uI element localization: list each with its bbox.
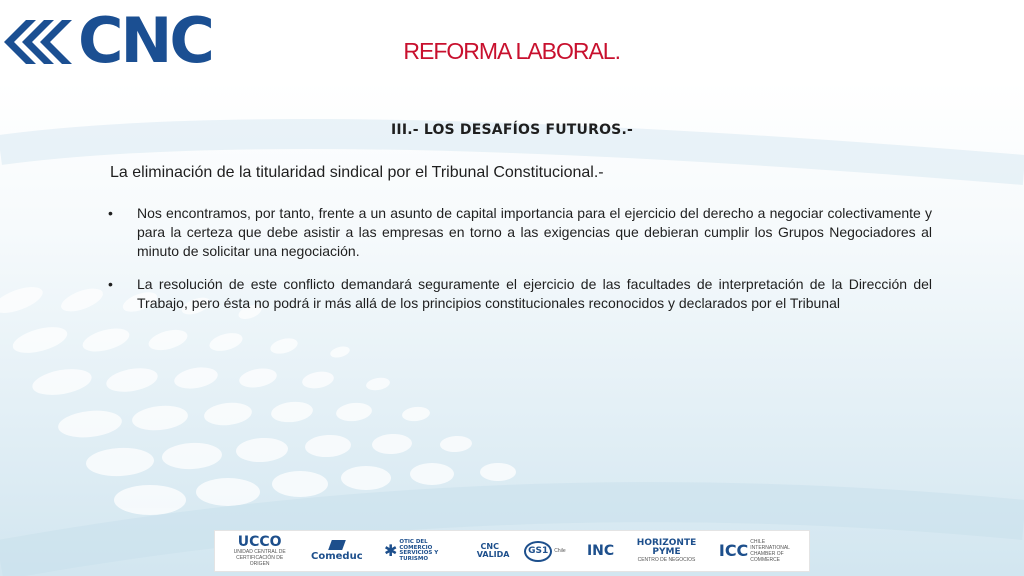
logo-text: CNC [78, 4, 212, 77]
cnc-logo-chevron-icon [0, 6, 80, 76]
partner-name: ICC [718, 541, 749, 560]
partner-sub: CENTRO DE NEGOCIOS [637, 557, 696, 563]
partner-logo-inc [587, 544, 614, 558]
partner-logo-icc [719, 539, 794, 563]
partner-logo-gs1 [524, 541, 566, 562]
partner-name: UCCO [237, 534, 282, 550]
partner-name: OTIC DEL COMERCIO SERVICIOS Y TURISMO [399, 539, 439, 562]
section-title: III.- LOS DESAFÍOS FUTUROS.- [391, 122, 633, 138]
partner-logos-bar [214, 530, 810, 572]
comeduc-icon [328, 540, 346, 550]
partner-logo-comeduc [311, 540, 363, 562]
partner-name: Comeduc [311, 551, 363, 562]
bullet-item [108, 204, 932, 261]
bullet-dot: • [108, 205, 113, 221]
partner-sub: UNIDAD CENTRAL DE CERTIFICACIÓN DE ORIGEN [233, 549, 286, 567]
partner-name: CNC VALIDA [476, 542, 510, 559]
partner-logo-horizonte-pyme [636, 539, 698, 563]
partner-logo-ucco [230, 535, 290, 567]
partner-name: HORIZONTE PYME [636, 538, 697, 557]
partner-name: INC [586, 543, 615, 559]
partner-sub: CHILE INTERNATIONAL CHAMBER OF COMMERCE [750, 539, 790, 563]
cnc-logo [0, 6, 250, 76]
slide-title: REFORMA LABORAL. [403, 38, 620, 64]
bullet-dot: • [108, 276, 113, 292]
partner-logo-otic [384, 540, 455, 562]
bullet-item [108, 275, 932, 313]
subtitle: La eliminación de la titularidad sindical por el Tribunal Constitucional.- [110, 164, 604, 181]
bullet-text: Nos encontramos, por tanto, frente a un asunto de capital importancia para el ejercicio del derecho a negociar colectivamente y para la certeza que debe asistir a las empresas en torno a las exigencias que debieran cumplir los Grupos Negociadores al minuto de solicitar una negociación. [137, 205, 932, 259]
star-icon: ✱ [383, 543, 398, 560]
partner-sub: Chile [554, 548, 566, 554]
partner-logo-cnc-valida [476, 542, 510, 559]
bullet-text: La resolución de este conflicto demandará seguramente el ejercicio de las facultades de interpretación de la Dirección del Trabajo, pero ésta no podrá ir más allá de los principios constitucionales reconocidos y declarados por el Tribunal [137, 276, 932, 311]
bullet-list [108, 204, 932, 327]
partner-name: GS1 [524, 541, 552, 562]
